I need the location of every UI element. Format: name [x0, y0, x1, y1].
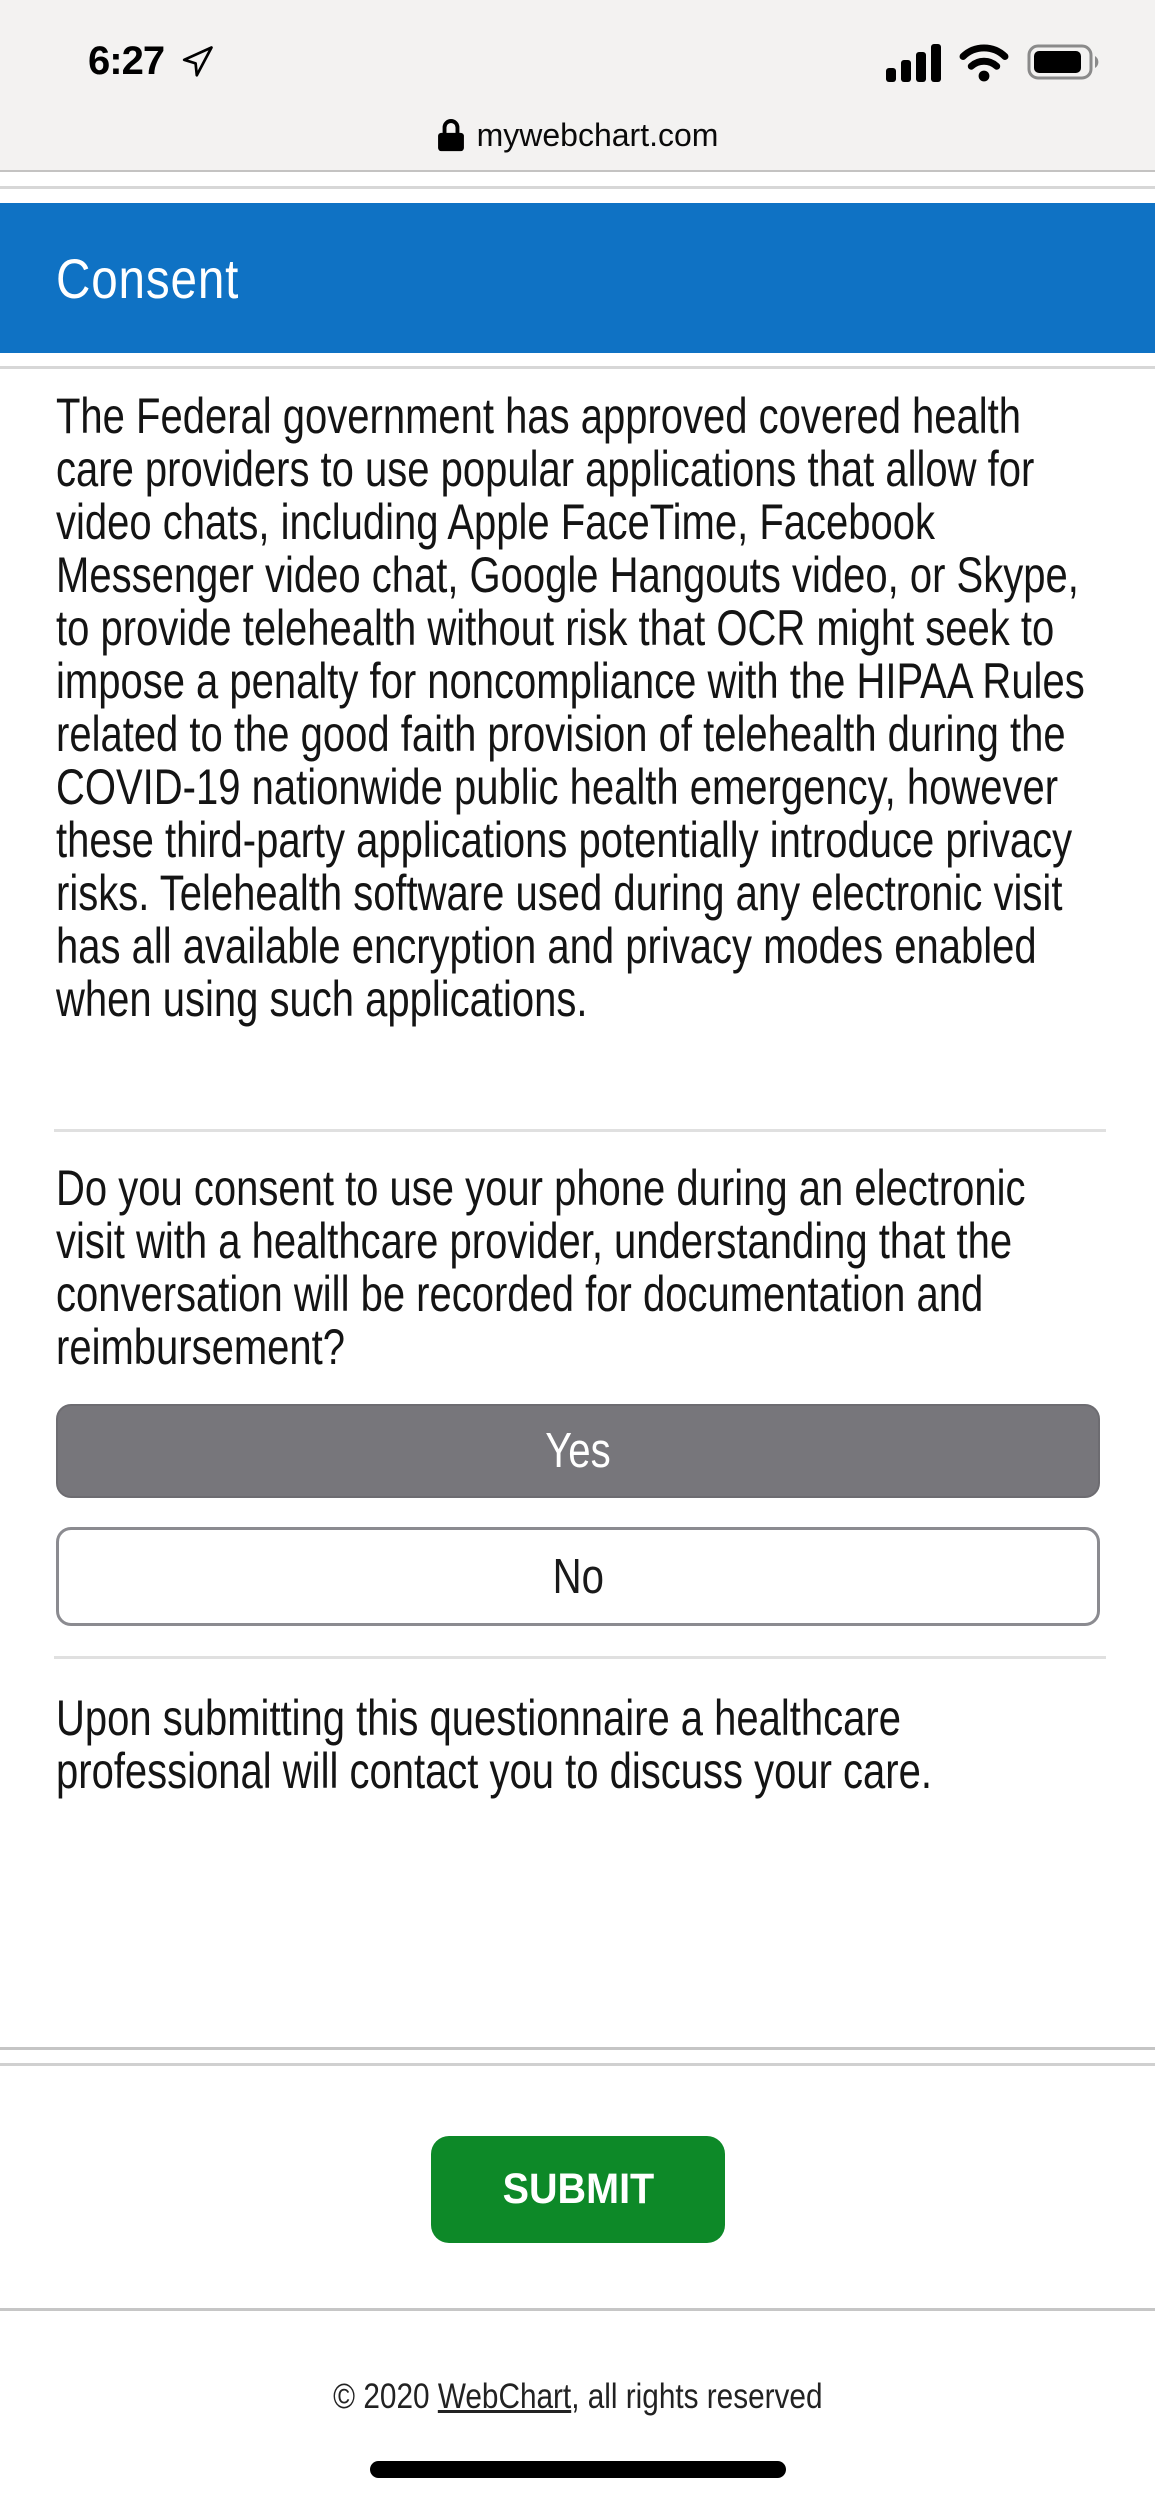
divider-below-header [0, 366, 1155, 369]
copyright-prefix: © 2020 [332, 2377, 438, 2416]
webchart-link[interactable]: WebChart [437, 2377, 571, 2416]
no-button[interactable] [56, 1527, 1100, 1626]
submission-note: Upon submitting this questionnaire a healthcare professional will contact you to discuss your care. [56, 1690, 932, 1799]
copyright-suffix: , all rights reserved [570, 2377, 823, 2416]
footer [0, 2308, 1155, 2417]
location-arrow-icon [180, 43, 216, 79]
wifi-icon [957, 40, 1011, 82]
home-indicator[interactable] [370, 2461, 786, 2478]
consent-question: Do you consent to use your phone during an electronic visit with a healthcare provider, understanding that the conversation will be recorded for documentation and reimbursement? [56, 1160, 1026, 1375]
signal-icon [886, 42, 941, 82]
browser-chrome [0, 0, 1155, 172]
status-bar [0, 30, 1155, 92]
divider-submit-section [0, 2063, 1155, 2066]
no-button-label: No [552, 1549, 604, 1604]
address-bar[interactable] [0, 102, 1155, 168]
divider-top [0, 186, 1155, 189]
battery-icon [1027, 42, 1105, 82]
status-time: 6:27 [88, 38, 165, 83]
submit-button-label: SUBMIT [502, 2165, 654, 2213]
lock-icon [437, 117, 465, 153]
divider-after-paragraph [54, 1129, 1106, 1132]
divider-after-options [54, 1656, 1106, 1659]
yes-button-label: Yes [545, 1424, 611, 1478]
divider-content-end [0, 2047, 1155, 2050]
yes-button[interactable] [56, 1404, 1100, 1498]
page-header [0, 203, 1155, 353]
submit-button[interactable] [431, 2136, 725, 2243]
page-title: Consent [56, 246, 240, 310]
consent-paragraph: The Federal government has approved covered health care providers to use popular applications that allow for video chats, including Apple FaceTime, Facebook Messenger video chat, Google Hangouts video, or Skype, to provide telehealth without risk that OCR might seek to impose a penalty for noncompliance with the HIPAA Rules related to the good faith provision of telehealth during the COVID-19 nationwide public health emergency, however these third-party applications potentially introduce privacy risks. Telehealth software used during any electronic visit has all available encryption and privacy modes enabled when using such applications. [56, 388, 1085, 1027]
url-text: mywebchart.com [476, 116, 719, 153]
copyright-text [0, 2377, 1155, 2417]
